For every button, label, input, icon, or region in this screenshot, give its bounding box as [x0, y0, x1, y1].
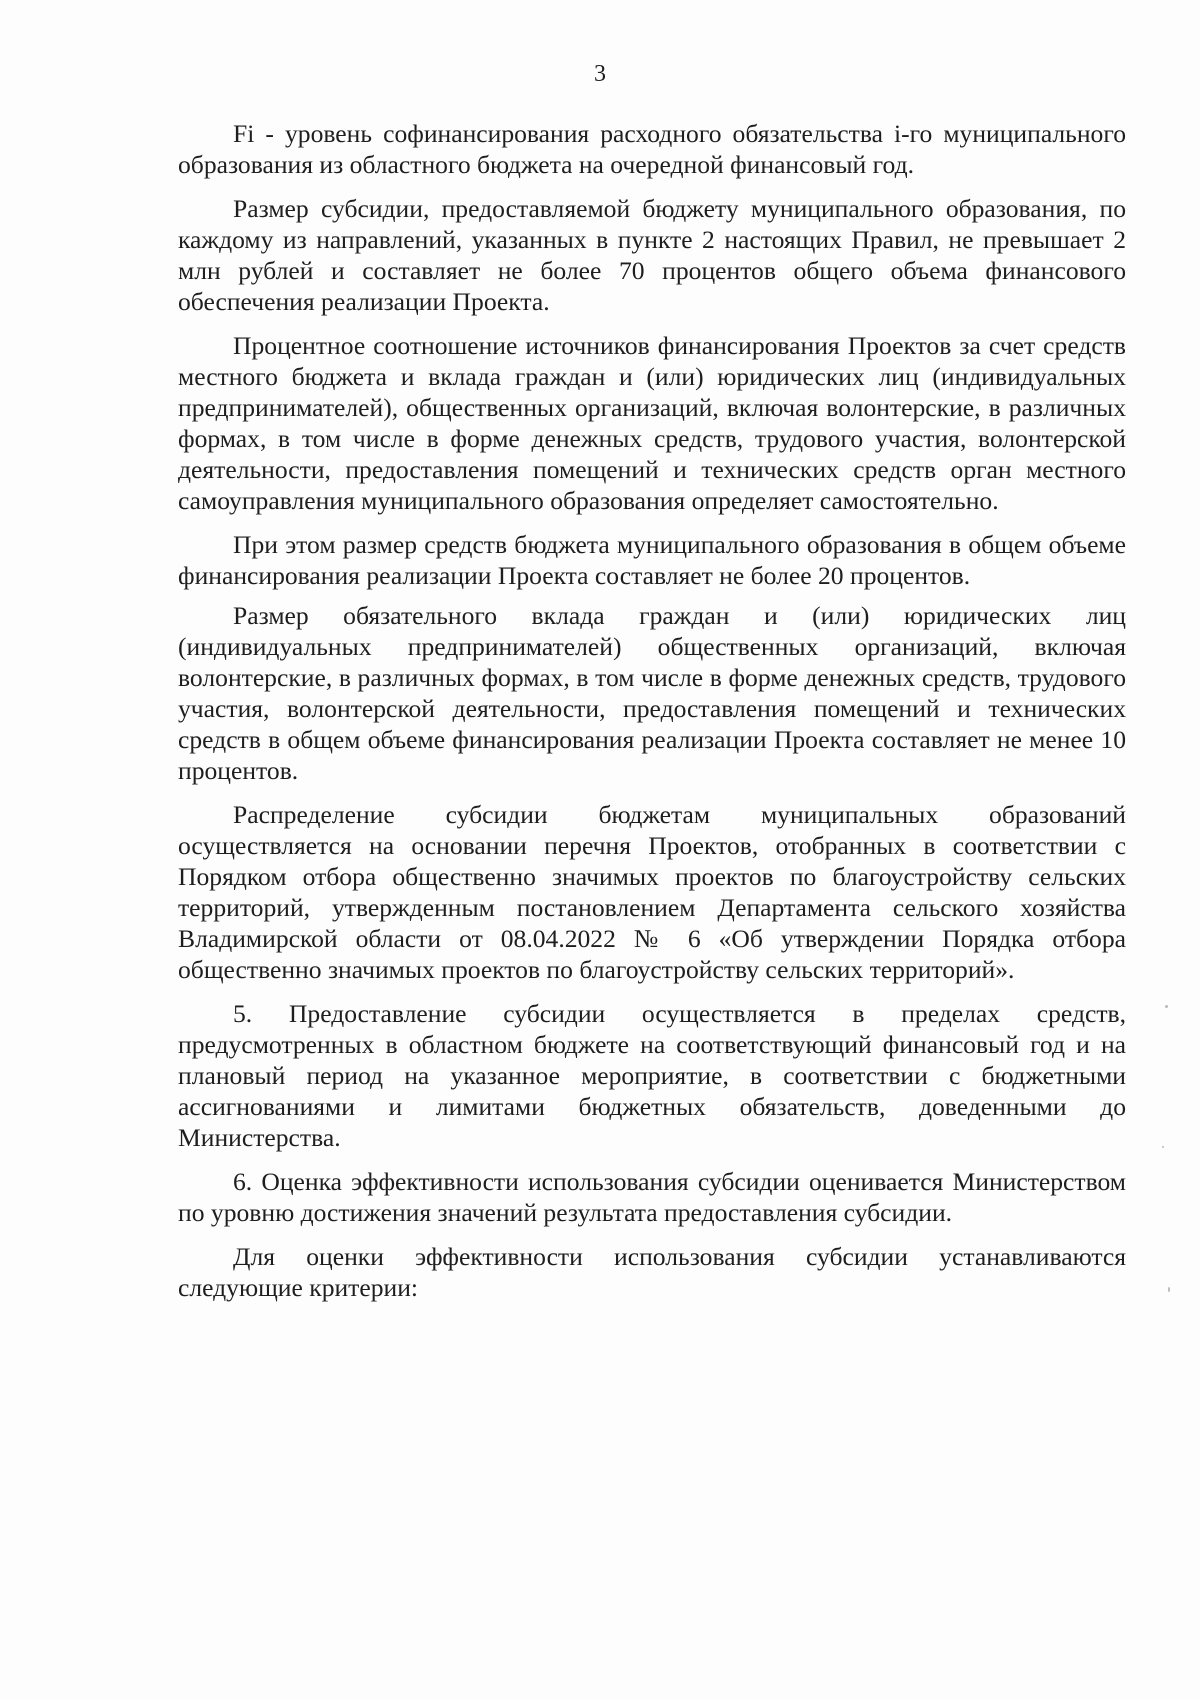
paragraph-subsidy-distribution: Распределение субсидии бюджетам муниципальных образований осуществляется на основании перечня Проектов, отобранных в соответствии с Порядком отбора общественно значимых проектов по благоустройству сельских территорий, утвержденным постановлением Департамента сельского хозяйства Владимирской области от 08.04.2022 № 6 «Об утверждении Порядка отбора общественно значимых проектов по благоустройству сельских территорий». [178, 800, 1126, 984]
paragraph-section-5-provision: 5. Предоставление субсидии осуществляется в пределах средств, предусмотренных в областном бюджете на соответствующий финансовый год и на плановый период на указанное мероприятие, в соответствии с бюджетными ассигнованиями и лимитами бюджетных обязательств, доведенными до Министерства. [178, 999, 1126, 1152]
paragraph-section-6-evaluation: 6. Оценка эффективности использования субсидии оценивается Министерством по уровню достижения значений результата предоставления субсидии. [178, 1167, 1126, 1227]
scan-speck [1168, 1287, 1170, 1292]
paragraph-funding-sources-ratio: Процентное соотношение источников финансирования Проектов за счет средств местного бюджета и вклада граждан и (или) юридических лиц (индивидуальных предпринимателей), общественных организаций, включая волонтерские, в различных формах, в том числе в форме денежных средств, трудового участия, волонтерской деятельности, предоставления помещений и технических средств орган местного самоуправления муниципального образования определяет самостоятельно. [178, 331, 1126, 515]
paragraph-mandatory-contribution: Размер обязательного вклада граждан и (или) юридических лиц (индивидуальных предпринимателей) общественных организаций, включая волонтерские, в различных формах, в том числе в форме денежных средств, трудового участия, волонтерской деятельности, предоставления помещений и технических средств в общем объеме финансирования реализации Проекта составляет не менее 10 процентов. [178, 601, 1126, 785]
page-number: 3 [594, 61, 606, 87]
scan-speck [1165, 1005, 1168, 1008]
paragraph-cofinancing-level: Fi - уровень софинансирования расходного обязательства i-го муниципального образования из областного бюджета на очередной финансовый год. [178, 119, 1126, 179]
paragraph-municipal-budget-share: При этом размер средств бюджета муниципального образования в общем объеме финансирования реализации Проекта составляет не более 20 процентов. [178, 530, 1126, 590]
document-body [178, 118, 1126, 1316]
paragraph-subsidy-size: Размер субсидии, предоставляемой бюджету муниципального образования, по каждому из направлений, указанных в пункте 2 настоящих Правил, не превышает 2 млн рублей и составляет не более 70 процентов общего объема финансового обеспечения реализации Проекта. [178, 194, 1126, 316]
scan-speck [1162, 1146, 1164, 1148]
paragraph-evaluation-criteria: Для оценки эффективности использования субсидии устанавливаются следующие критерии: [178, 1242, 1126, 1302]
